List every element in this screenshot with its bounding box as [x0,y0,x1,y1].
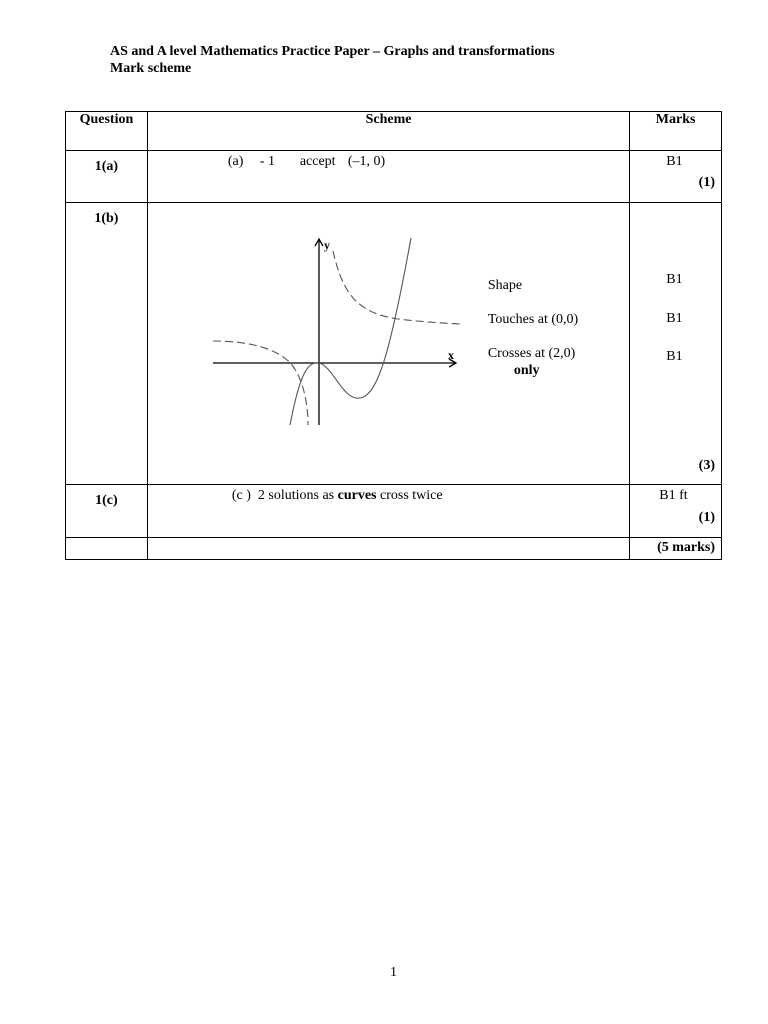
mark-1b-touches: B1 [666,311,683,326]
mark-1b-shape: B1 [666,272,683,287]
mark-total-1c: (1) [698,510,715,525]
criterion-touches: Touches at (0,0) [487,312,579,327]
answer-1c-bold: curves [337,488,377,503]
answer-1a: - 1 [259,154,275,169]
answer-1c-after: cross twice [380,488,443,503]
reciprocal-curve-lower [213,341,308,425]
sketch-graph [208,233,468,433]
grand-total: (5 marks) [657,540,715,555]
paper-subtitle: Mark scheme [110,61,192,76]
question-label-1b: 1(b) [66,203,148,485]
part-label-1a: (a) [227,154,244,169]
mark-total-1b: (3) [698,458,715,473]
mark-1c: B1 ft [659,488,688,503]
accept-value-1a: (–1, 0) [347,154,386,169]
marks-cell-1b [630,203,722,485]
scheme-cell-1b [147,203,629,485]
criterion-shape: Shape [487,278,523,293]
x-axis-label: x [447,348,454,362]
question-label-1a: 1(a) [66,151,148,203]
header-question: Question [66,112,148,151]
header-marks: Marks [630,112,722,151]
paper-title: AS and A level Mathematics Practice Paper – Graphs and transformations [110,44,555,59]
criterion-only: only [513,363,540,378]
y-axis-label: y [323,238,330,252]
part-label-1c: (c ) [231,488,251,503]
mark-1a: B1 [666,154,683,169]
cubic-curve [290,238,411,425]
accept-label-1a: accept [299,154,336,169]
table-row-1c [66,485,722,538]
mark-scheme-table [65,111,722,560]
question-label-1c: 1(c) [66,485,148,538]
table-row-1a [66,151,722,203]
total-marks-cell [630,538,722,560]
total-empty-question [66,538,148,560]
answer-1c [232,488,443,504]
table-row-1b [66,203,722,485]
criterion-crosses: Crosses at (2,0) [487,346,576,361]
header-scheme: Scheme [147,112,629,151]
scheme-cell-1c [147,485,629,538]
table-row-total [66,538,722,560]
mark-total-1a: (1) [698,175,715,190]
mark-1b-crosses: B1 [666,349,683,364]
answer-1c-before: 2 solutions as [257,488,335,503]
scheme-cell-1a [147,151,629,203]
total-empty-scheme [147,538,629,560]
marks-cell-1c [630,485,722,538]
table-header-row [66,112,722,151]
page-number: 1 [390,965,397,980]
marks-cell-1a [630,151,722,203]
